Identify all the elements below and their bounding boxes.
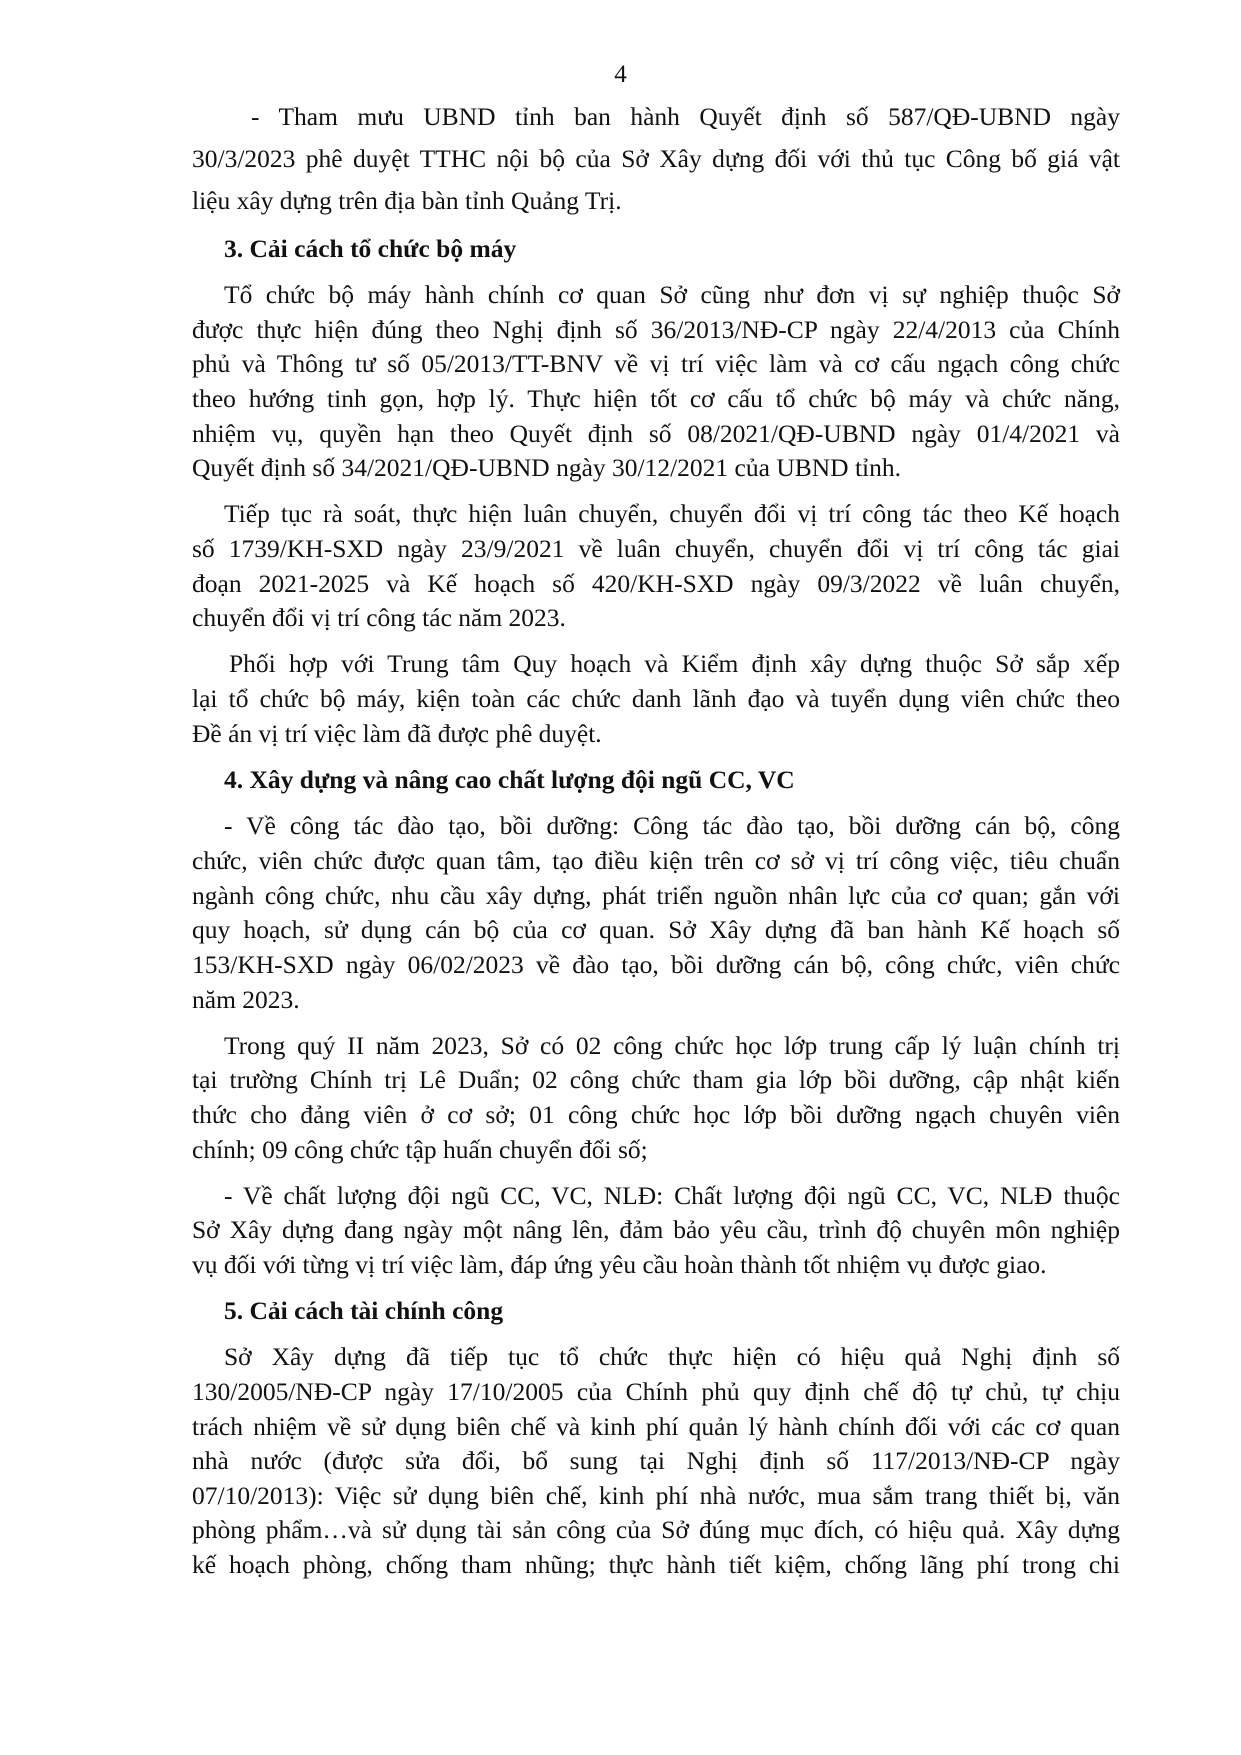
text-line: được thực hiện đúng theo Nghị định số 36/2013/NĐ-CP ngày 22/4/2013 của Chính — [192, 315, 1120, 344]
text-line: 07/10/2013): Việc sử dụng biên chế, kinh phí nhà nước, mua sắm trang thiết bị, văn — [192, 1481, 1120, 1510]
text-line: lại tổ chức bộ máy, kiện toàn các chức danh lãnh đạo và tuyển dụng viên chức theo — [192, 684, 1120, 713]
text-line: nhiệm vụ, quyền hạn theo Quyết định số 08/2021/QĐ-UBND ngày 01/4/2021 và — [192, 419, 1120, 448]
text-line: Sở Xây dựng đang ngày một nâng lên, đảm bảo yêu cầu, trình độ chuyên môn nghiệp — [192, 1215, 1120, 1244]
text-line: Tổ chức bộ máy hành chính cơ quan Sở cũng như đơn vị sự nghiệp thuộc Sở — [224, 280, 1120, 309]
text-line: vụ đối với từng vị trí việc làm, đáp ứng yêu cầu hoàn thành tốt nhiệm vụ được giao. — [192, 1250, 1047, 1279]
section-heading: 5. Cải cách tài chính công — [224, 1296, 504, 1325]
text-line: 153/KH-SXD ngày 06/02/2023 về đào tạo, bồi dưỡng cán bộ, công chức, viên chức — [192, 950, 1120, 979]
text-line: ngành công chức, nhu cầu xây dựng, phát triển nguồn nhân lực của cơ quan; gắn với — [192, 881, 1120, 910]
text-line: liệu xây dựng trên địa bàn tỉnh Quảng Trị. — [192, 186, 622, 215]
text-line: - Về chất lượng đội ngũ CC, VC, NLĐ: Chất lượng đội ngũ CC, VC, NLĐ thuộc — [224, 1181, 1120, 1210]
text-line: đoạn 2021-2025 và Kế hoạch số 420/KH-SXD ngày 09/3/2022 về luân chuyển, — [192, 569, 1120, 598]
text-line: số 1739/KH-SXD ngày 23/9/2021 về luân chuyển, chuyển đổi vị trí công tác giai — [192, 534, 1120, 563]
text-line: 30/3/2023 phê duyệt TTHC nội bộ của Sở Xây dựng đối với thủ tục Công bố giá vật — [192, 144, 1120, 173]
section-heading: 4. Xây dựng và nâng cao chất lượng đội ngũ CC, VC — [224, 765, 795, 794]
text-line: - Tham mưu UBND tỉnh ban hành Quyết định số 587/QĐ-UBND ngày — [251, 102, 1120, 131]
text-line: Sở Xây dựng đã tiếp tục tổ chức thực hiện có hiệu quả Nghị định số — [224, 1342, 1120, 1371]
text-line: Đề án vị trí việc làm đã được phê duyệt. — [192, 719, 602, 748]
section-heading: 3. Cải cách tổ chức bộ máy — [224, 234, 517, 263]
text-line: năm 2023. — [192, 985, 300, 1014]
text-line: chính; 09 công chức tập huấn chuyển đổi số; — [192, 1135, 648, 1164]
text-line: tại trường Chính trị Lê Duẩn; 02 công chức tham gia lớp bồi dưỡng, cập nhật kiến — [192, 1065, 1120, 1094]
text-line: phòng phẩm…và sử dụng tài sản công của Sở đúng mục đích, có hiệu quả. Xây dựng — [192, 1515, 1120, 1544]
text-line: chuyển đổi vị trí công tác năm 2023. — [192, 603, 566, 632]
text-line: chức, viên chức được quan tâm, tạo điều kiện trên cơ sở vị trí công việc, tiêu chuẩn — [192, 846, 1120, 875]
text-line: kế hoạch phòng, chống tham nhũng; thực hành tiết kiệm, chống lãng phí trong chi — [192, 1550, 1120, 1579]
text-line: quy hoạch, sử dụng cán bộ của cơ quan. Sở Xây dựng đã ban hành Kế hoạch số — [192, 915, 1120, 944]
text-line: theo hướng tinh gọn, hợp lý. Thực hiện tốt cơ cấu tổ chức bộ máy và chức năng, — [192, 384, 1120, 413]
page-number: 4 — [614, 61, 627, 88]
text-line: 130/2005/NĐ-CP ngày 17/10/2005 của Chính phủ quy định chế độ tự chủ, tự chịu — [192, 1377, 1120, 1406]
text-line: - Về công tác đào tạo, bồi dưỡng: Công tác đào tạo, bồi dưỡng cán bộ, công — [224, 811, 1120, 840]
text-line: phủ và Thông tư số 05/2013/TT-BNV về vị trí việc làm và cơ cấu ngạch công chức — [192, 349, 1120, 378]
text-line: trách nhiệm về sử dụng biên chế và kinh phí quản lý hành chính đối với các cơ quan — [192, 1412, 1120, 1441]
text-line: Phối hợp với Trung tâm Quy hoạch và Kiểm định xây dựng thuộc Sở sắp xếp — [229, 649, 1120, 678]
text-line: thức cho đảng viên ở cơ sở; 01 công chức học lớp bồi dưỡng ngạch chuyên viên — [192, 1100, 1120, 1129]
text-line: Tiếp tục rà soát, thực hiện luân chuyển, chuyển đổi vị trí công tác theo Kế hoạch — [224, 499, 1120, 528]
text-line: nhà nước (được sửa đổi, bổ sung tại Nghị định số 117/2013/NĐ-CP ngày — [192, 1446, 1120, 1475]
text-line: Quyết định số 34/2021/QĐ-UBND ngày 30/12/2021 của UBND tỉnh. — [192, 453, 901, 482]
text-line: Trong quý II năm 2023, Sở có 02 công chức học lớp trung cấp lý luận chính trị — [224, 1031, 1120, 1060]
